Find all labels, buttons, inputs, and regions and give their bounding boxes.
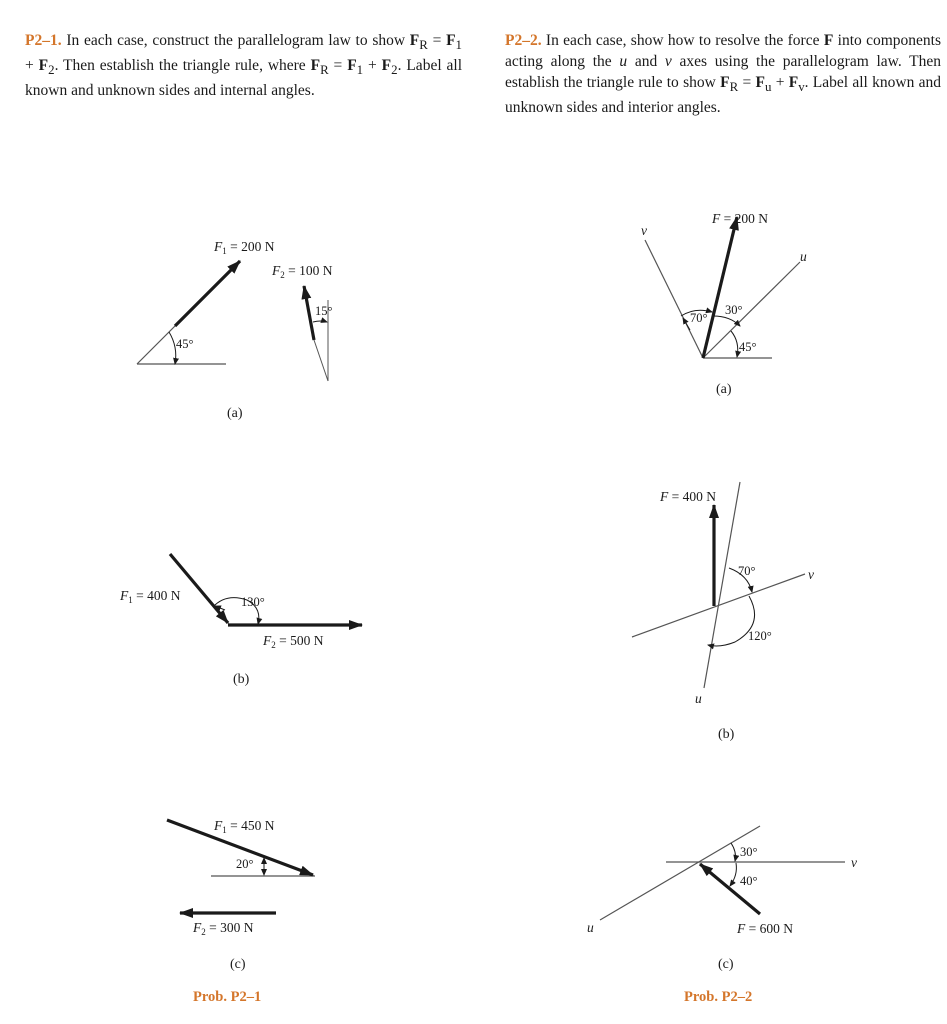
angle-label: 45° bbox=[739, 340, 757, 354]
force-f2-label bbox=[271, 263, 333, 280]
force-f1-label bbox=[213, 239, 275, 256]
v-axis-label: v bbox=[851, 855, 857, 870]
force-f2-arrow bbox=[304, 286, 314, 340]
caption: (a) bbox=[716, 382, 732, 397]
angle-arc bbox=[683, 318, 690, 330]
angle-arc bbox=[730, 863, 736, 886]
u-axis-label: u bbox=[695, 691, 702, 706]
symbol: F bbox=[214, 818, 223, 833]
symbol: F bbox=[755, 74, 765, 91]
symbol: F bbox=[737, 921, 746, 936]
fig-p2-1-c bbox=[167, 818, 315, 972]
subscript: 1 bbox=[222, 246, 227, 256]
text: + bbox=[25, 57, 39, 75]
angle-label: 45° bbox=[176, 337, 194, 351]
value: = 450 N bbox=[226, 818, 275, 833]
v-axis-label: v bbox=[641, 223, 647, 238]
text: In each case, show how to resolve the force bbox=[541, 32, 824, 49]
v-axis-label: v bbox=[808, 567, 814, 582]
symbol: F bbox=[381, 57, 392, 75]
symbol: F bbox=[409, 32, 420, 49]
value: = 400 N bbox=[668, 489, 716, 504]
value: = 200 N bbox=[226, 239, 275, 254]
force-f1-label bbox=[119, 588, 181, 605]
symbol: F bbox=[788, 74, 799, 91]
angle-label: 20° bbox=[236, 857, 254, 871]
symbol: F bbox=[823, 32, 834, 49]
u-axis-label: u bbox=[800, 249, 807, 264]
value: = 100 N bbox=[284, 263, 333, 278]
symbol: F bbox=[720, 74, 730, 91]
text: into components acting along the bbox=[505, 32, 941, 70]
angle-arc bbox=[731, 843, 736, 861]
prob-label-p2-2: Prob. P2–2 bbox=[684, 989, 753, 1005]
fig-p2-1-b bbox=[119, 554, 362, 687]
subscript: u bbox=[764, 79, 772, 95]
v-axis bbox=[645, 240, 703, 358]
angle-label: 15° bbox=[315, 304, 333, 318]
angle-label: 40° bbox=[740, 874, 758, 888]
angle-arc bbox=[169, 332, 176, 364]
angle-label: 30° bbox=[725, 303, 743, 317]
symbol: F bbox=[660, 489, 669, 504]
angle-label: 130° bbox=[241, 595, 265, 609]
subscript: R bbox=[419, 37, 428, 53]
caption: (b) bbox=[718, 727, 735, 742]
subscript: 2 bbox=[48, 62, 55, 78]
fig-p2-2-a bbox=[641, 211, 807, 397]
subscript: 1 bbox=[128, 595, 133, 605]
symbol: v bbox=[664, 53, 672, 70]
angle-arc bbox=[731, 331, 738, 357]
symbol: F bbox=[712, 211, 721, 226]
reference-line bbox=[137, 326, 175, 364]
force-f2-label bbox=[192, 920, 254, 937]
subscript: 2 bbox=[271, 640, 276, 650]
text: + bbox=[771, 74, 789, 91]
text: . Label all known and unknown sides and interior angles. bbox=[505, 74, 941, 117]
value: = 300 N bbox=[205, 920, 254, 935]
force-f1-arrow bbox=[175, 261, 240, 326]
value: = 200 N bbox=[720, 211, 768, 226]
angle-label: 120° bbox=[748, 629, 772, 643]
subscript: 1 bbox=[222, 825, 227, 835]
u-axis-label: u bbox=[587, 920, 594, 935]
value: = 500 N bbox=[275, 633, 324, 648]
text: = bbox=[427, 32, 447, 49]
fig-p2-2-c bbox=[587, 826, 857, 972]
u-axis bbox=[704, 482, 740, 688]
caption: (c) bbox=[718, 957, 734, 972]
problem-number: P2–1. bbox=[25, 32, 62, 49]
v-axis bbox=[632, 574, 805, 637]
angle-arc bbox=[713, 316, 740, 326]
symbol: F bbox=[347, 57, 357, 75]
text: . Then establish the triangle rule, where bbox=[54, 57, 311, 75]
subscript: 2 bbox=[391, 62, 398, 78]
subscript: R bbox=[320, 62, 329, 78]
symbol: F bbox=[263, 633, 272, 648]
fig-p2-2-b bbox=[632, 482, 814, 742]
text: + bbox=[363, 57, 382, 75]
symbol: F bbox=[38, 57, 49, 75]
text: . Label all known and unknown sides and internal angles. bbox=[25, 57, 463, 100]
symbol: u bbox=[619, 53, 628, 70]
symbol: F bbox=[272, 263, 281, 278]
symbol: F bbox=[214, 239, 223, 254]
text: and bbox=[627, 53, 665, 70]
subscript: R bbox=[729, 79, 739, 95]
symbol: F bbox=[446, 32, 456, 49]
subscript: 1 bbox=[455, 37, 462, 53]
reference-line bbox=[314, 340, 328, 381]
fig-p2-1-a bbox=[137, 239, 333, 421]
subscript: 2 bbox=[280, 270, 285, 280]
force-f-label bbox=[711, 211, 768, 226]
angle-label: 30° bbox=[740, 845, 758, 859]
angle-arc bbox=[313, 321, 327, 322]
value: = 600 N bbox=[745, 921, 793, 936]
force-f1-label bbox=[213, 818, 275, 835]
subscript: 1 bbox=[356, 62, 364, 78]
subscript: 2 bbox=[201, 927, 206, 937]
force-f-label bbox=[659, 489, 716, 504]
angle-label: 70° bbox=[690, 311, 708, 325]
text: = bbox=[738, 74, 756, 91]
force-f2-label bbox=[262, 633, 324, 650]
subscript: v bbox=[798, 79, 805, 95]
prob-label-p2-1: Prob. P2–1 bbox=[193, 989, 262, 1005]
problem-number: P2–2. bbox=[505, 32, 542, 49]
force-f-label bbox=[736, 921, 793, 936]
text: = bbox=[328, 57, 348, 75]
symbol: F bbox=[120, 588, 129, 603]
caption: (a) bbox=[227, 406, 243, 421]
caption: (b) bbox=[233, 672, 250, 687]
value: = 400 N bbox=[132, 588, 181, 603]
force-f-arrow bbox=[703, 217, 737, 358]
symbol: F bbox=[193, 920, 202, 935]
caption: (c) bbox=[230, 957, 246, 972]
angle-label: 70° bbox=[738, 564, 756, 578]
text: In each case, construct the parallelogram law to show bbox=[61, 32, 410, 49]
text: axes using the parallelogram law. Then establish the triangle rule to show bbox=[505, 53, 941, 91]
force-f-arrow bbox=[700, 864, 760, 914]
symbol: F bbox=[310, 57, 321, 75]
